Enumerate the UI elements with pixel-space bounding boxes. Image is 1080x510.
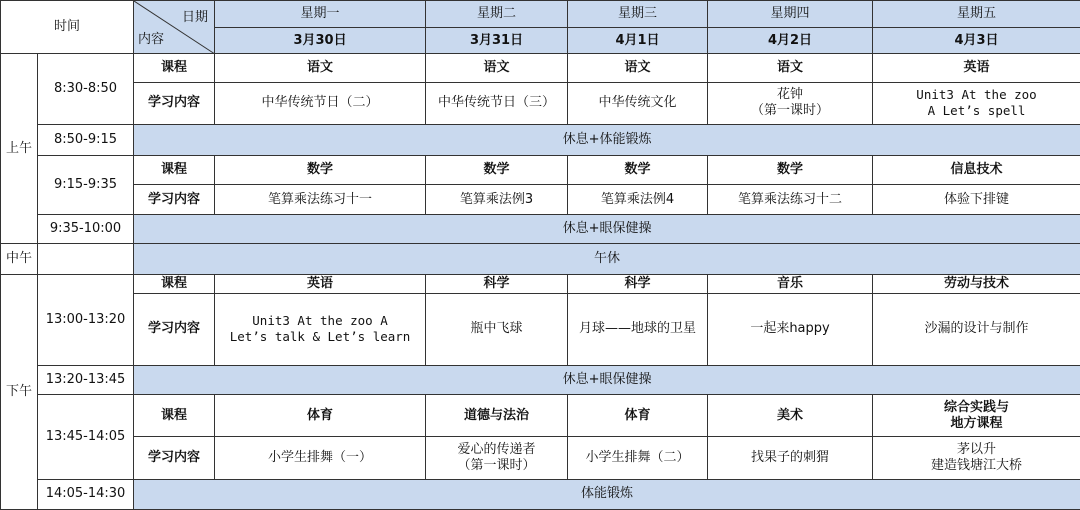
session-1-course-row: [1, 54, 1080, 82]
course-cell: 语文: [426, 54, 568, 82]
header-row-days: [1, 1, 1080, 28]
noon-band: 午休: [134, 243, 1080, 274]
diagonal-header-cell: [134, 1, 215, 54]
content-cell: [215, 437, 426, 479]
course-cell: 信息技术: [873, 156, 1080, 185]
period-noon: 中午: [1, 243, 38, 274]
content-cell: [426, 437, 568, 479]
content-line: Unit3 At the zoo A: [252, 313, 388, 329]
session-3-course-row: [1, 275, 1080, 294]
time-slot: 9:35-10:00: [38, 214, 134, 243]
content-line: Unit3 At the zoo: [916, 87, 1037, 103]
break-row: [1, 365, 1080, 394]
content-line: 体验下排键: [944, 191, 1010, 207]
content-cell: [708, 294, 873, 366]
content-line: 沙漏的设计与制作: [924, 321, 1029, 337]
content-line: （第一课时）: [751, 103, 830, 119]
session-3-content-row: [1, 294, 1080, 366]
break-row: [1, 124, 1080, 155]
session-1-content-row: [1, 82, 1080, 124]
date-header: 4月3日: [873, 28, 1080, 54]
content-line: 茅以升: [957, 441, 997, 457]
content-cell: [568, 294, 708, 366]
break-row: [1, 214, 1080, 243]
course-line: 体育: [624, 407, 651, 423]
content-label: 学习内容: [134, 294, 215, 366]
content-cell: [426, 294, 568, 366]
content-line: （第一课时）: [457, 457, 536, 473]
course-cell: 英语: [873, 54, 1080, 82]
session-4-course-row: [1, 394, 1080, 436]
time-slot: 14:05-14:30: [38, 479, 134, 509]
diag-label-content: 内容: [138, 32, 165, 48]
content-line: 小学生排舞（一）: [268, 449, 373, 465]
course-cell: [708, 394, 873, 436]
course-cell: 语文: [708, 54, 873, 82]
content-cell: [215, 82, 426, 124]
course-label: 课程: [134, 54, 215, 82]
content-cell: [873, 82, 1080, 124]
course-cell: 数学: [215, 156, 426, 185]
content-cell: [873, 437, 1080, 479]
course-cell: 数学: [708, 156, 873, 185]
content-cell: [873, 185, 1080, 214]
content-cell: [873, 294, 1080, 366]
period-afternoon: 下午: [1, 275, 38, 510]
time-header: 时间: [1, 1, 134, 54]
content-line: 笔算乘法例4: [600, 191, 675, 207]
course-cell: 音乐: [708, 275, 873, 294]
date-header: 4月2日: [708, 28, 873, 54]
day-header: 星期三: [568, 1, 708, 28]
course-cell: 科学: [568, 275, 708, 294]
time-slot-empty: [38, 243, 134, 274]
content-cell: [568, 437, 708, 479]
content-line: 一起来happy: [750, 321, 830, 337]
content-cell: [215, 185, 426, 214]
content-line: 笔算乘法练习十二: [738, 191, 843, 207]
time-slot: 8:50-9:15: [38, 124, 134, 155]
content-line: A Let’s spell: [927, 103, 1026, 119]
time-slot: 13:20-13:45: [38, 365, 134, 394]
course-cell: 语文: [215, 54, 426, 82]
course-cell: [426, 394, 568, 436]
diag-label-date: 日期: [182, 10, 209, 25]
content-cell: [568, 82, 708, 124]
session-4-content-row: [1, 437, 1080, 479]
content-cell: [708, 185, 873, 214]
course-cell: 劳动与技术: [873, 275, 1080, 294]
content-line: 笔算乘法练习十一: [268, 191, 373, 207]
course-line: 地方课程: [950, 415, 1003, 431]
content-line: 笔算乘法例3: [459, 191, 534, 207]
break-band: 体能锻炼: [134, 479, 1080, 509]
course-line: 综合实践与: [944, 399, 1010, 415]
time-slot: 13:45-14:05: [38, 394, 134, 479]
course-line: 道德与法治: [464, 407, 530, 423]
content-line: 月球——地球的卫星: [579, 321, 697, 337]
course-cell: [215, 394, 426, 436]
content-line: 花钟: [777, 87, 804, 103]
course-cell: 数学: [568, 156, 708, 185]
content-label: 学习内容: [134, 437, 215, 479]
content-line: 中华传统节日（二）: [261, 95, 379, 111]
content-line: 爱心的传递者: [457, 441, 536, 457]
content-line: 瓶中飞球: [470, 321, 523, 337]
course-label: 课程: [134, 275, 215, 294]
break-row: [1, 479, 1080, 509]
day-header: 星期二: [426, 1, 568, 28]
content-cell: [426, 185, 568, 214]
session-2-content-row: [1, 185, 1080, 214]
day-header: 星期一: [215, 1, 426, 28]
content-cell: [708, 437, 873, 479]
course-label: 课程: [134, 394, 215, 436]
day-header: 星期四: [708, 1, 873, 28]
date-header: 3月30日: [215, 28, 426, 54]
content-cell: [708, 82, 873, 124]
content-label: 学习内容: [134, 82, 215, 124]
break-band: 休息+眼保健操: [134, 365, 1080, 394]
break-band: 休息+体能锻炼: [134, 124, 1080, 155]
noon-row: [1, 243, 1080, 274]
content-cell: [215, 294, 426, 366]
content-line: 建造钱塘江大桥: [931, 457, 1023, 473]
content-line: 找果子的刺猬: [751, 449, 830, 465]
date-header: 3月31日: [426, 28, 568, 54]
course-label: 课程: [134, 156, 215, 185]
day-header: 星期五: [873, 1, 1080, 28]
course-cell: [873, 394, 1080, 436]
content-label: 学习内容: [134, 185, 215, 214]
content-cell: [426, 82, 568, 124]
course-cell: 语文: [568, 54, 708, 82]
period-morning: 上午: [1, 54, 38, 243]
course-cell: 英语: [215, 275, 426, 294]
content-line: 中华传统节日（三）: [438, 95, 556, 111]
content-line: 小学生排舞（二）: [585, 449, 690, 465]
time-slot: 9:15-9:35: [38, 156, 134, 214]
course-line: 体育: [307, 407, 334, 423]
course-cell: [568, 394, 708, 436]
break-band: 休息+眼保健操: [134, 214, 1080, 243]
content-cell: [568, 185, 708, 214]
session-2-course-row: [1, 156, 1080, 185]
course-cell: 科学: [426, 275, 568, 294]
course-cell: 数学: [426, 156, 568, 185]
time-slot: 8:30-8:50: [38, 54, 134, 125]
content-line: 中华传统文化: [598, 95, 677, 111]
content-line: Let’s talk & Let’s learn: [229, 329, 411, 345]
course-line: 美术: [777, 407, 804, 423]
time-slot: 13:00-13:20: [38, 275, 134, 366]
date-header: 4月1日: [568, 28, 708, 54]
